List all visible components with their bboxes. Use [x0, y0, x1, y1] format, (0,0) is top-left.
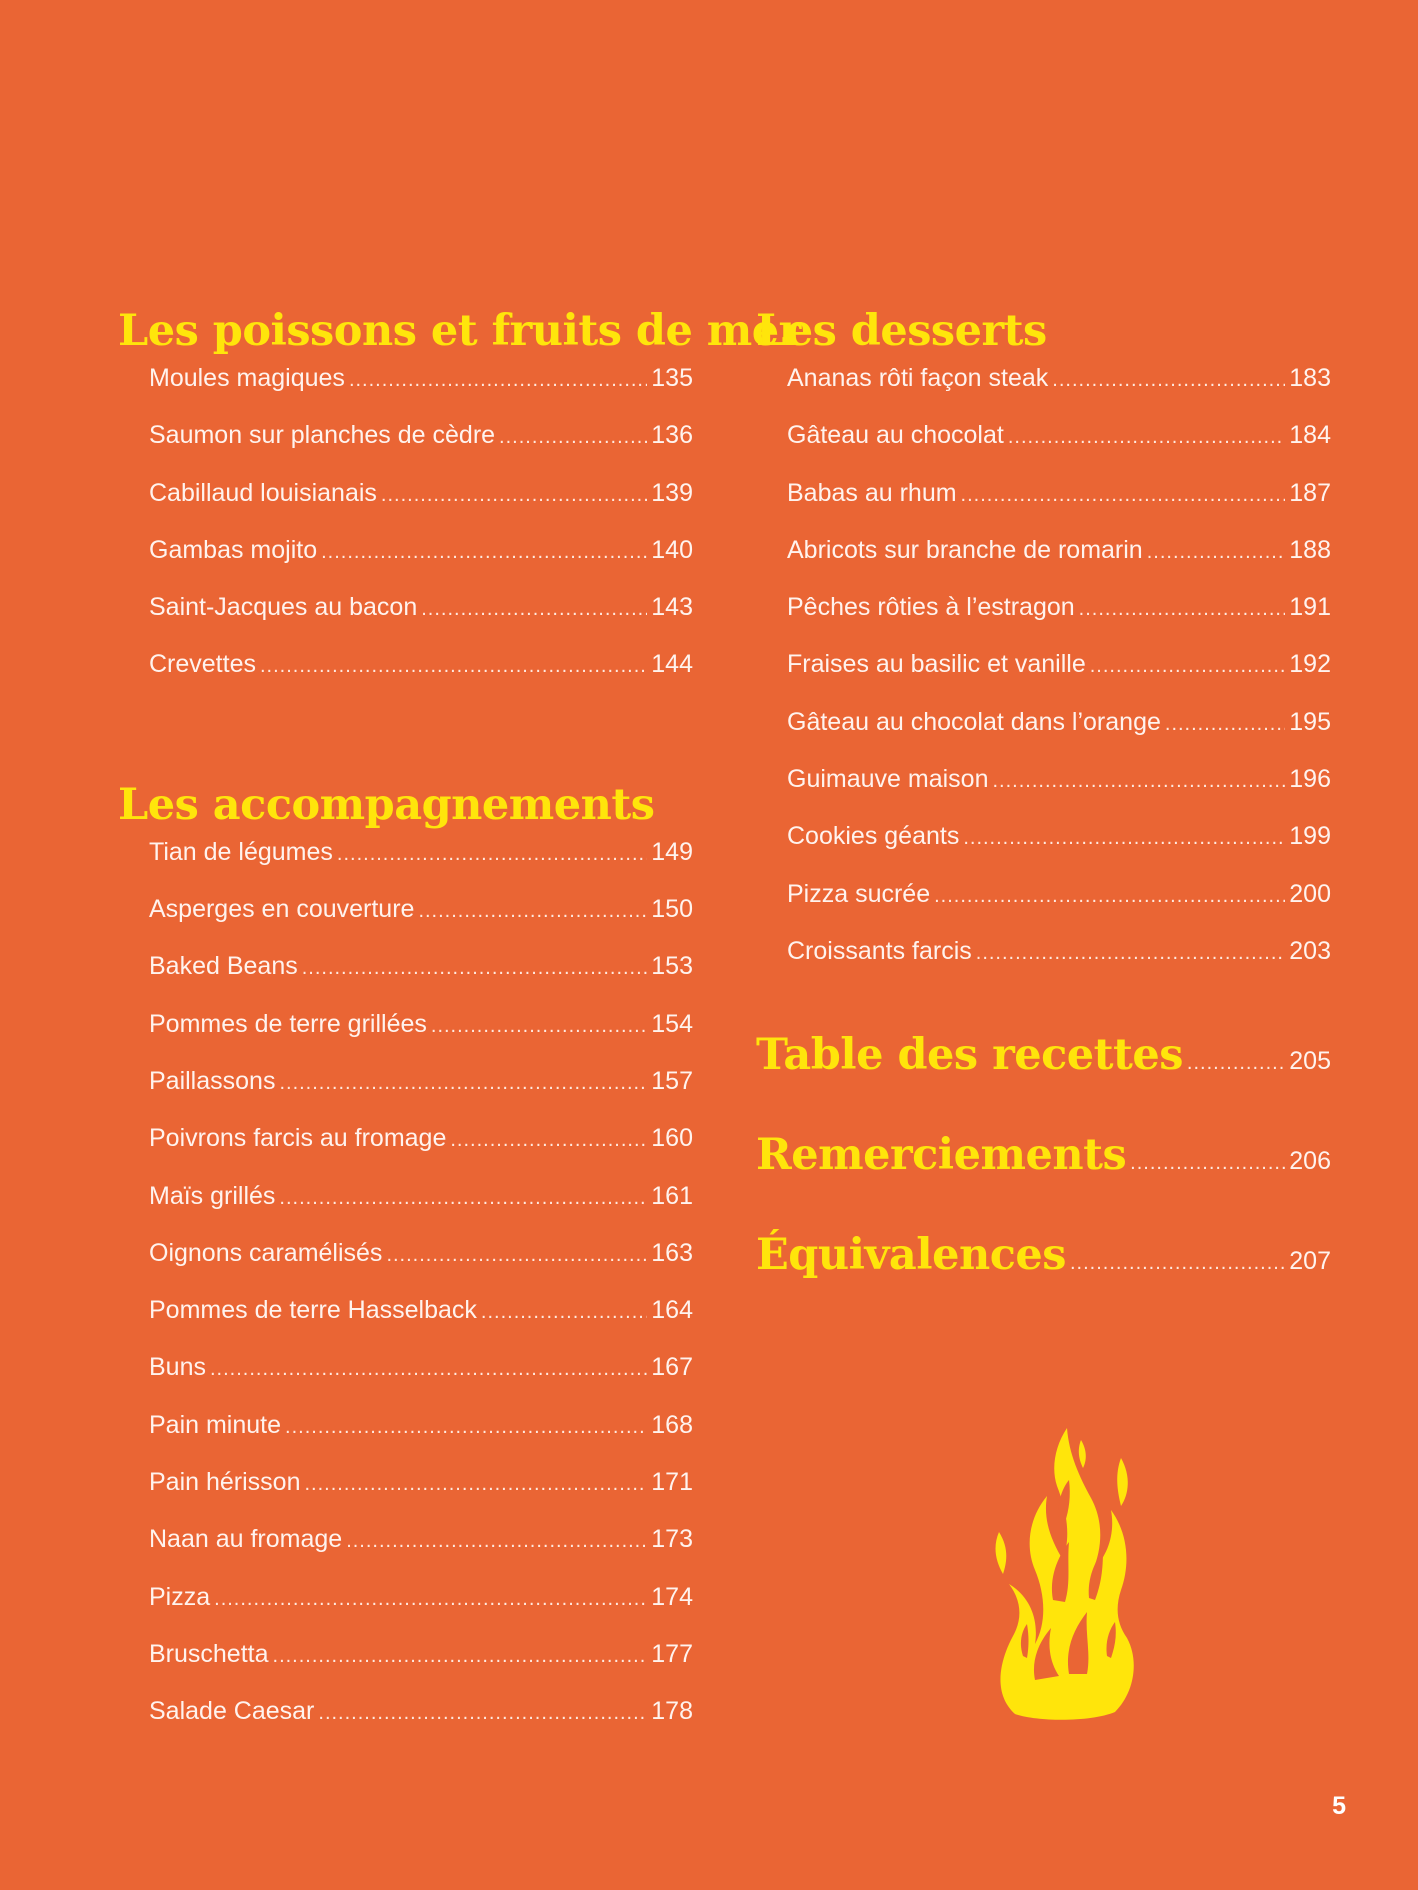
toc-entry[interactable] — [787, 765, 1331, 822]
major-entry-page: 207 — [1289, 1247, 1331, 1276]
entry-label: Maïs grillés — [149, 1181, 276, 1210]
dot-leader — [499, 426, 647, 449]
toc-entry[interactable] — [149, 1697, 693, 1754]
entry-page: 135 — [651, 364, 693, 392]
entry-page: 157 — [651, 1066, 693, 1095]
toc-entry[interactable] — [149, 593, 693, 650]
dot-leader — [934, 885, 1285, 908]
entry-page: 163 — [651, 1238, 693, 1267]
dot-leader — [285, 1416, 647, 1439]
toc-major-entry[interactable] — [756, 1230, 1331, 1324]
dot-leader — [992, 770, 1285, 793]
dot-leader — [346, 1530, 647, 1553]
toc-entry[interactable] — [149, 1239, 693, 1296]
entry-page: 188 — [1289, 535, 1331, 564]
section-title: Les accompagnements — [118, 779, 655, 830]
major-entry-label: Équivalences — [756, 1230, 1066, 1281]
dot-leader — [260, 655, 647, 678]
toc-major-entry[interactable] — [756, 1030, 1331, 1124]
toc-entry[interactable] — [787, 479, 1331, 536]
right-column — [756, 304, 1331, 1324]
toc-entry[interactable] — [149, 895, 693, 952]
entry-page: 192 — [1289, 650, 1331, 679]
dot-leader — [1052, 369, 1285, 392]
entry-page: 177 — [651, 1639, 693, 1668]
major-entry-page: 206 — [1289, 1147, 1331, 1176]
dot-leader — [963, 827, 1285, 850]
entry-page: 140 — [651, 535, 693, 564]
dot-leader — [279, 1072, 647, 1095]
toc-entry[interactable] — [787, 650, 1331, 707]
toc-entry[interactable] — [787, 822, 1331, 879]
entry-page: 183 — [1289, 364, 1331, 392]
entry-label: Saumon sur planches de cèdre — [149, 421, 496, 450]
toc-entry[interactable] — [787, 593, 1331, 650]
toc-entry[interactable] — [149, 536, 693, 593]
entry-label: Pain minute — [149, 1410, 282, 1439]
dot-leader — [302, 957, 648, 980]
entry-label: Tian de légumes — [149, 837, 333, 866]
dot-leader — [431, 1015, 647, 1038]
toc-entry[interactable] — [149, 1124, 693, 1181]
entry-page: 199 — [1289, 822, 1331, 851]
entry-page: 173 — [651, 1525, 693, 1554]
dot-leader — [450, 1129, 647, 1152]
entry-page: 153 — [651, 952, 693, 981]
section-spacer — [118, 708, 693, 778]
entry-list — [149, 838, 693, 1755]
toc-entry[interactable] — [149, 1583, 693, 1640]
toc-entry[interactable] — [787, 880, 1331, 937]
entry-label: Salade Caesar — [149, 1697, 315, 1726]
toc-entry[interactable] — [149, 479, 693, 536]
toc-entry[interactable] — [149, 1353, 693, 1410]
entry-label: Crevettes — [149, 650, 256, 679]
toc-entry[interactable] — [149, 364, 693, 421]
entry-label: Cabillaud louisianais — [149, 478, 377, 507]
entry-page: 149 — [651, 837, 693, 866]
toc-section-seafood — [118, 304, 801, 708]
major-entries — [756, 1030, 1331, 1324]
dot-leader — [1165, 713, 1285, 736]
major-entry-label: Table des recettes — [756, 1030, 1183, 1081]
left-column — [118, 304, 801, 1755]
dot-leader — [214, 1588, 647, 1611]
entry-label: Pizza sucrée — [787, 879, 931, 908]
entry-label: Moules magiques — [149, 364, 345, 392]
dot-leader — [318, 1702, 647, 1725]
dot-leader — [1090, 655, 1286, 678]
toc-entry[interactable] — [787, 708, 1331, 765]
dot-leader — [386, 1244, 647, 1267]
entry-label: Gâteau au chocolat dans l’orange — [787, 707, 1161, 736]
entry-page: 139 — [651, 478, 693, 507]
toc-entry[interactable] — [787, 364, 1331, 421]
dot-leader — [304, 1473, 647, 1496]
entry-label: Pêches rôties à l’estragon — [787, 593, 1075, 622]
entry-label: Oignons caramélisés — [149, 1238, 383, 1267]
entry-page: 195 — [1289, 707, 1331, 736]
entry-label: Fraises au basilic et vanille — [787, 650, 1086, 679]
toc-entry[interactable] — [787, 536, 1331, 593]
entry-page: 160 — [651, 1124, 693, 1153]
dot-leader — [337, 843, 647, 866]
toc-entry[interactable] — [149, 1067, 693, 1124]
entry-label: Abricots sur branche de romarin — [787, 535, 1143, 564]
toc-entry[interactable] — [149, 1468, 693, 1525]
entry-label: Saint-Jacques au bacon — [149, 593, 418, 622]
dot-leader — [1130, 1152, 1285, 1175]
toc-entry[interactable] — [787, 421, 1331, 478]
entry-page: 161 — [651, 1181, 693, 1210]
entry-label: Ananas rôti façon steak — [787, 364, 1049, 392]
entry-page: 144 — [651, 650, 693, 679]
page-number: 5 — [1332, 1792, 1346, 1820]
toc-major-entry[interactable] — [756, 1130, 1331, 1224]
dot-leader — [976, 942, 1286, 965]
toc-entry[interactable] — [149, 421, 693, 478]
dot-leader — [421, 598, 647, 621]
entry-page: 200 — [1289, 879, 1331, 908]
toc-entry[interactable] — [149, 838, 693, 895]
major-entry-label: Remerciements — [756, 1130, 1127, 1181]
dot-leader — [1070, 1252, 1285, 1275]
toc-entry[interactable] — [787, 937, 1331, 994]
entry-page: 174 — [651, 1582, 693, 1611]
entry-page: 164 — [651, 1296, 693, 1325]
entry-page: 203 — [1289, 936, 1331, 965]
flame-icon — [995, 1424, 1135, 1720]
dot-leader — [321, 541, 647, 564]
dot-leader — [418, 900, 647, 923]
dot-leader — [1187, 1052, 1285, 1075]
entry-page: 178 — [651, 1697, 693, 1726]
toc-section-sides — [118, 778, 693, 1755]
toc-entry[interactable] — [149, 1010, 693, 1067]
entry-label: Asperges en couverture — [149, 895, 415, 924]
entry-page: 171 — [651, 1468, 693, 1497]
entry-label: Babas au rhum — [787, 478, 957, 507]
toc-entry[interactable] — [149, 1525, 693, 1582]
entry-label: Bruschetta — [149, 1639, 269, 1668]
toc-section-desserts — [756, 304, 1331, 994]
toc-entry[interactable] — [149, 650, 693, 707]
toc-entry[interactable] — [149, 1296, 693, 1353]
dot-leader — [481, 1301, 647, 1324]
entry-label: Paillassons — [149, 1066, 276, 1095]
entry-label: Naan au fromage — [149, 1525, 343, 1554]
dot-leader — [1079, 598, 1286, 621]
dot-leader — [349, 369, 647, 392]
dot-leader — [210, 1358, 647, 1381]
entry-label: Croissants farcis — [787, 936, 972, 965]
dot-leader — [279, 1187, 647, 1210]
entry-list — [787, 364, 1331, 994]
entry-page: 184 — [1289, 421, 1331, 450]
entry-page: 196 — [1289, 765, 1331, 794]
entry-label: Buns — [149, 1353, 206, 1382]
dot-leader — [1147, 541, 1286, 564]
entry-label: Cookies géants — [787, 822, 960, 851]
section-title: Les poissons et fruits de mer — [118, 306, 801, 356]
entry-label: Poivrons farcis au fromage — [149, 1124, 447, 1153]
dot-leader — [381, 484, 647, 507]
entry-label: Pizza — [149, 1582, 211, 1611]
dot-leader — [1008, 426, 1285, 449]
entry-page: 168 — [651, 1410, 693, 1439]
entry-label: Pain hérisson — [149, 1468, 301, 1497]
entry-label: Pommes de terre Hasselback — [149, 1296, 477, 1325]
dot-leader — [961, 484, 1286, 507]
toc-entry[interactable] — [149, 1640, 693, 1697]
entry-list — [149, 364, 693, 708]
entry-page: 187 — [1289, 478, 1331, 507]
toc-entry[interactable] — [149, 952, 693, 1009]
entry-label: Pommes de terre grillées — [149, 1009, 427, 1038]
dot-leader — [273, 1645, 648, 1668]
entry-label: Gâteau au chocolat — [787, 421, 1004, 450]
entry-label: Baked Beans — [149, 952, 298, 981]
toc-entry[interactable] — [149, 1411, 693, 1468]
entry-page: 150 — [651, 895, 693, 924]
entry-label: Gambas mojito — [149, 535, 318, 564]
entry-page: 136 — [651, 421, 693, 450]
toc-entry[interactable] — [149, 1182, 693, 1239]
entry-page: 143 — [651, 593, 693, 622]
major-entry-page: 205 — [1289, 1047, 1331, 1076]
entry-page: 167 — [651, 1353, 693, 1382]
section-title: Les desserts — [756, 306, 1047, 356]
entry-page: 154 — [651, 1009, 693, 1038]
entry-page: 191 — [1289, 593, 1331, 622]
entry-label: Guimauve maison — [787, 765, 989, 794]
